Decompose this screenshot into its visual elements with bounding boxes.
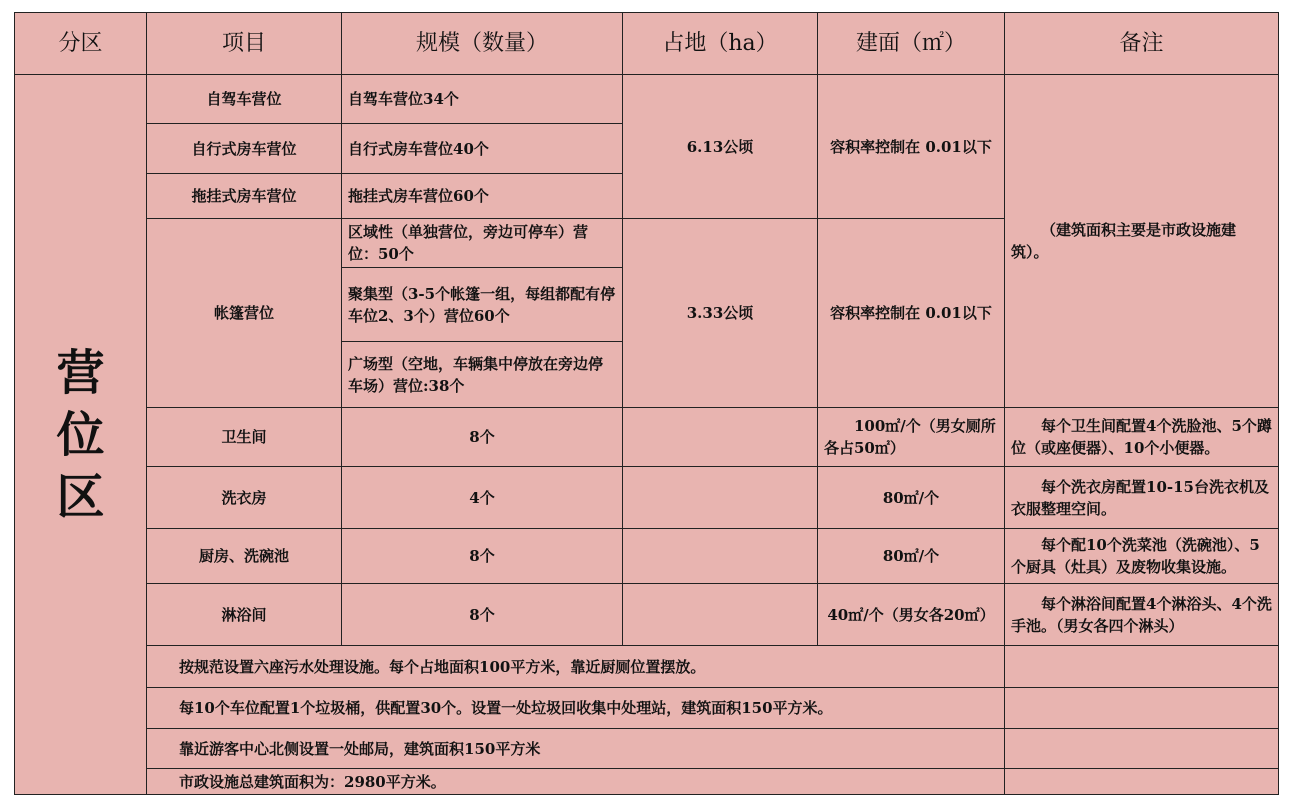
- note-cell: 每个淋浴间配置4个淋浴头、4个洗手池。（男女各四个淋头）: [1005, 584, 1279, 646]
- table-row: [15, 408, 1279, 467]
- table-row: [15, 584, 1279, 646]
- build-cell: 容积率控制在 0.01以下: [818, 219, 1005, 408]
- footer-note-empty: [1005, 769, 1279, 795]
- zone-cell: [15, 75, 147, 795]
- scale-cell: 8个: [342, 408, 623, 467]
- footer-row: [15, 688, 1279, 729]
- area-cell: [623, 467, 818, 529]
- note-cell: 每个卫生间配置4个洗脸池、5个蹲位（或座便器）、10个小便器。: [1005, 408, 1279, 467]
- scale-cell: 聚集型（3-5个帐篷一组，每组都配有停车位2、3个）营位60个: [342, 268, 623, 342]
- item-cell: 自行式房车营位: [147, 124, 342, 174]
- scale-cell: 自行式房车营位40个: [342, 124, 623, 174]
- note-cell: 每个洗衣房配置10-15台洗衣机及衣服整理空间。: [1005, 467, 1279, 529]
- build-cell: 80㎡/个: [818, 529, 1005, 584]
- header-note: 备注: [1005, 13, 1279, 75]
- scale-cell: 4个: [342, 467, 623, 529]
- item-cell: 卫生间: [147, 408, 342, 467]
- header-row: [15, 13, 1279, 75]
- scale-cell: 自驾车营位34个: [342, 75, 623, 124]
- scale-cell: 8个: [342, 584, 623, 646]
- item-cell: 淋浴间: [147, 584, 342, 646]
- header-build: 建面（㎡）: [818, 13, 1005, 75]
- footer-note: 每10个车位配置1个垃圾桶，供配置30个。设置一处垃圾回收集中处理站，建筑面积150平方米。: [147, 688, 1005, 729]
- build-cell: 100㎡/个（男女厕所各占50㎡）: [818, 408, 1005, 467]
- zone-name: 营 位 区: [56, 344, 105, 525]
- note-cell: 每个配10个洗菜池（洗碗池）、5个厨具（灶具）及废物收集设施。: [1005, 529, 1279, 584]
- item-cell: 洗衣房: [147, 467, 342, 529]
- footer-note-empty: [1005, 646, 1279, 688]
- scale-cell: 8个: [342, 529, 623, 584]
- header-zone: 分区: [15, 13, 147, 75]
- footer-row: [15, 769, 1279, 795]
- footer-note-empty: [1005, 729, 1279, 769]
- build-cell: 40㎡/个（男女各20㎡）: [818, 584, 1005, 646]
- scale-cell: 广场型（空地，车辆集中停放在旁边停车场）营位:38个: [342, 342, 623, 408]
- build-cell: 容积率控制在 0.01以下: [818, 75, 1005, 219]
- footer-row: [15, 646, 1279, 688]
- header-scale: 规模（数量）: [342, 13, 623, 75]
- item-cell: 帐篷营位: [147, 219, 342, 408]
- table-row: [15, 529, 1279, 584]
- camp-note-cell: （建筑面积主要是市政设施建筑）。: [1005, 75, 1279, 408]
- item-cell: 厨房、洗碗池: [147, 529, 342, 584]
- camp-planning-table: [14, 12, 1279, 795]
- scale-cell: 区域性（单独营位，旁边可停车）营位：50个: [342, 219, 623, 268]
- footer-note-empty: [1005, 688, 1279, 729]
- area-cell: [623, 584, 818, 646]
- scale-cell: 拖挂式房车营位60个: [342, 174, 623, 219]
- table-row: [15, 75, 1279, 124]
- footer-row: [15, 729, 1279, 769]
- area-cell: [623, 408, 818, 467]
- area-cell: 6.13公顷: [623, 75, 818, 219]
- area-cell: 3.33公顷: [623, 219, 818, 408]
- item-cell: 拖挂式房车营位: [147, 174, 342, 219]
- header-item: 项目: [147, 13, 342, 75]
- footer-note: 靠近游客中心北侧设置一处邮局，建筑面积150平方米: [147, 729, 1005, 769]
- item-cell: 自驾车营位: [147, 75, 342, 124]
- build-cell: 80㎡/个: [818, 467, 1005, 529]
- footer-note: 市政设施总建筑面积为：2980平方米。: [147, 769, 1005, 795]
- area-cell: [623, 529, 818, 584]
- footer-note: 按规范设置六座污水处理设施。每个占地面积100平方米，靠近厨厕位置摆放。: [147, 646, 1005, 688]
- table-row: [15, 467, 1279, 529]
- header-area: 占地（ha）: [623, 13, 818, 75]
